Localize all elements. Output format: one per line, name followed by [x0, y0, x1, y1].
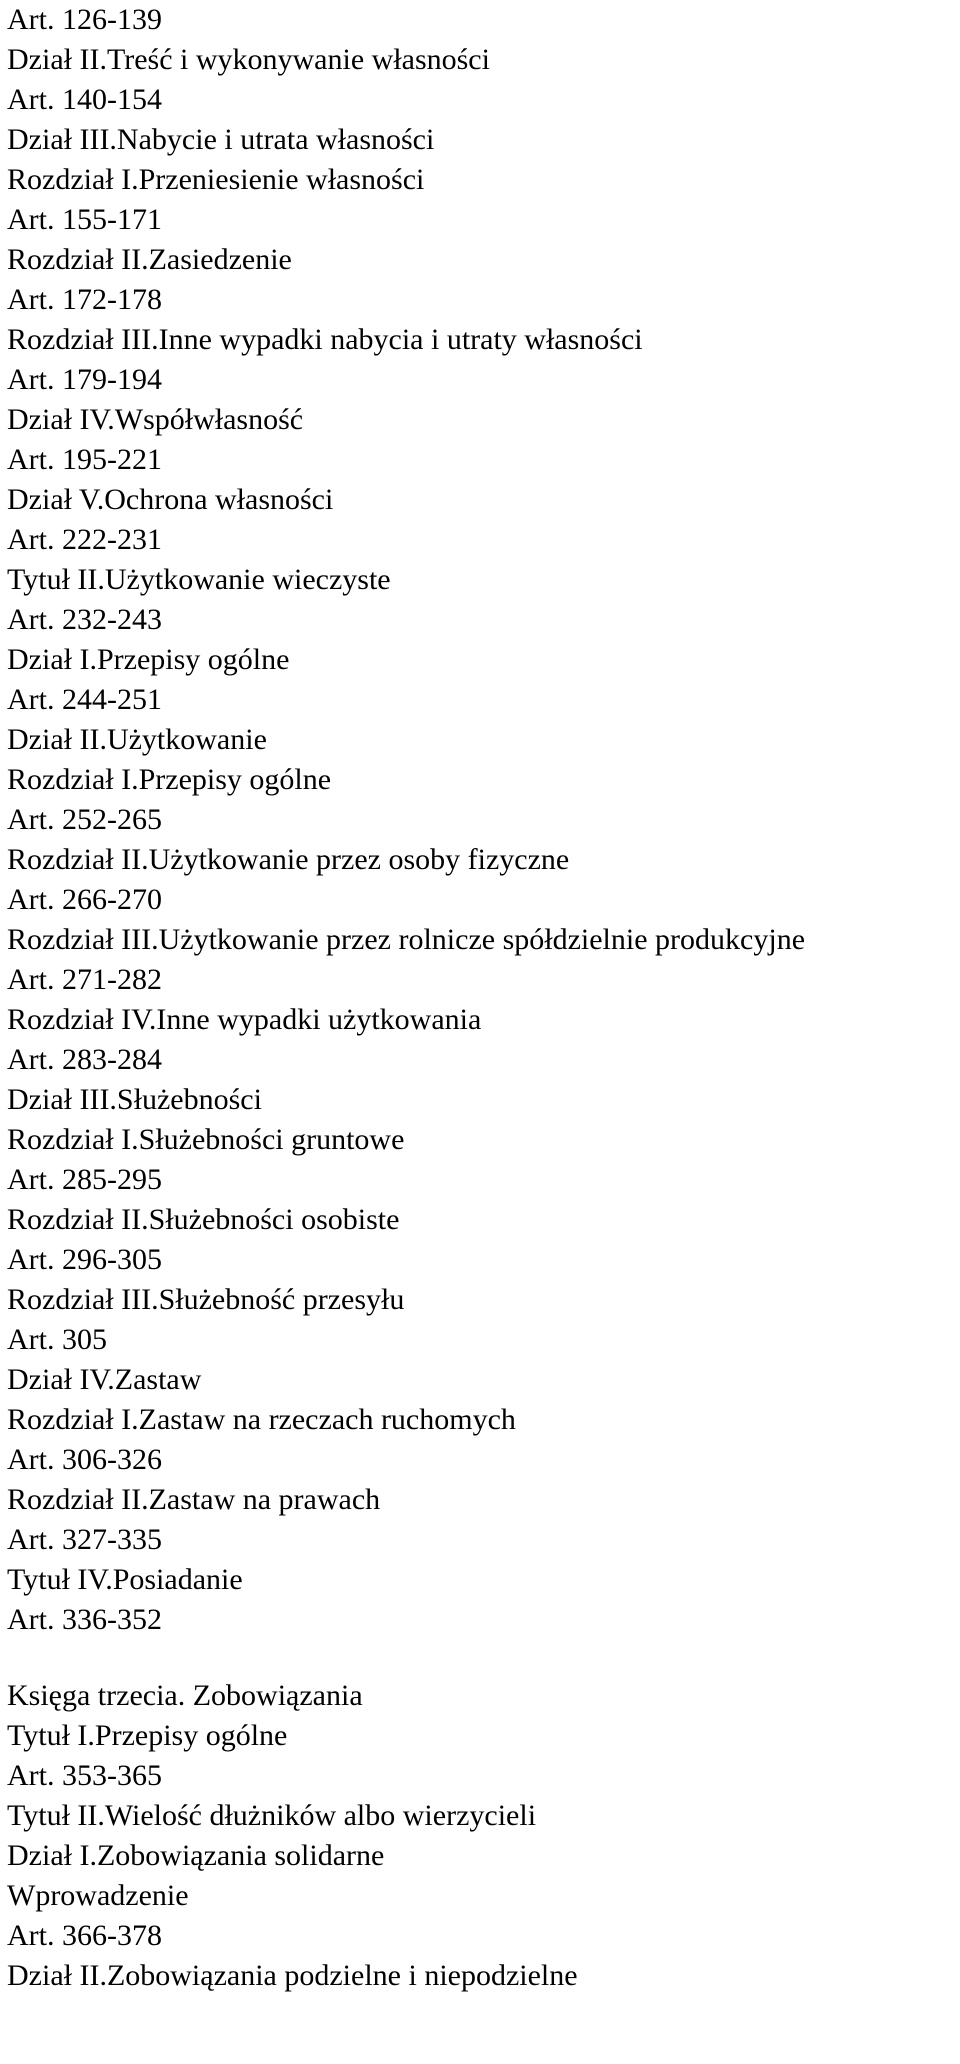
toc-line: Rozdział I.Przeniesienie własności: [7, 163, 425, 196]
toc-line: Art. 172-178: [7, 283, 162, 316]
toc-line: Art. 266-270: [7, 883, 162, 916]
toc-line: Art. 140-154: [7, 83, 162, 116]
toc-line: Tytuł II.Wielość dłużników albo wierzycieli: [7, 1799, 537, 1832]
toc-line: Rozdział II.Służebności osobiste: [7, 1203, 400, 1236]
toc-line: Art. 296-305: [7, 1243, 162, 1276]
toc-line: Art. 252-265: [7, 803, 162, 836]
toc-line: Dział II.Zobowiązania podzielne i niepodzielne: [7, 1959, 578, 1992]
toc-line: Art. 195-221: [7, 443, 162, 476]
toc-line: Art. 155-171: [7, 203, 162, 236]
toc-line: Art. 222-231: [7, 523, 162, 556]
toc-line: Dział V.Ochrona własności: [7, 483, 334, 516]
toc-line: Dział II.Treść i wykonywanie własności: [7, 43, 490, 76]
toc-line: Rozdział II.Zasiedzenie: [7, 243, 292, 276]
toc-line: Dział IV.Zastaw: [7, 1363, 202, 1396]
toc-line: Art. 244-251: [7, 683, 162, 716]
section-gap: [7, 1640, 952, 1676]
toc-line: Tytuł I.Przepisy ogólne: [7, 1719, 288, 1752]
toc-line: Rozdział II.Zastaw na prawach: [7, 1483, 381, 1516]
toc-line: Art. 179-194: [7, 363, 162, 396]
toc-line: Art. 336-352: [7, 1603, 162, 1636]
toc-line: Wprowadzenie: [7, 1879, 189, 1912]
toc-line: Art. 366-378: [7, 1919, 162, 1952]
toc-line: Dział II.Użytkowanie: [7, 723, 267, 756]
toc-line: Art. 353-365: [7, 1759, 162, 1792]
toc-line: Dział III.Nabycie i utrata własności: [7, 123, 435, 156]
toc-line: Rozdział III.Służebność przesyłu: [7, 1283, 405, 1316]
toc-line: Dział I.Przepisy ogólne: [7, 643, 290, 676]
toc-line: Art. 126-139: [7, 3, 162, 36]
toc-line: Rozdział III.Inne wypadki nabycia i utraty własności: [7, 323, 643, 356]
toc-line: Rozdział I.Służebności gruntowe: [7, 1123, 405, 1156]
toc-line: Rozdział I.Zastaw na rzeczach ruchomych: [7, 1403, 516, 1436]
toc-line: Art. 306-326: [7, 1443, 162, 1476]
toc-line: Tytuł II.Użytkowanie wieczyste: [7, 563, 391, 596]
toc-line: Rozdział III.Użytkowanie przez rolnicze spółdzielnie produkcyjne: [7, 923, 806, 956]
toc-line: Rozdział IV.Inne wypadki użytkowania: [7, 1003, 482, 1036]
toc-line: Art. 232-243: [7, 603, 162, 636]
document-body: [7, 0, 952, 1996]
toc-line: Art. 283-284: [7, 1043, 162, 1076]
toc-line: Art. 305: [7, 1323, 107, 1356]
toc-line: Dział IV.Współwłasność: [7, 403, 304, 436]
toc-line: Dział III.Służebności: [7, 1083, 262, 1116]
toc-line: Art. 285-295: [7, 1163, 162, 1196]
toc-line: Tytuł IV.Posiadanie: [7, 1563, 243, 1596]
toc-line: Rozdział II.Użytkowanie przez osoby fizyczne: [7, 843, 570, 876]
toc-line: Art. 271-282: [7, 963, 162, 996]
toc-line: Dział I.Zobowiązania solidarne: [7, 1839, 385, 1872]
toc-line: Art. 327-335: [7, 1523, 162, 1556]
toc-line: Księga trzecia. Zobowiązania: [7, 1679, 363, 1712]
toc-line: Rozdział I.Przepisy ogólne: [7, 763, 332, 796]
